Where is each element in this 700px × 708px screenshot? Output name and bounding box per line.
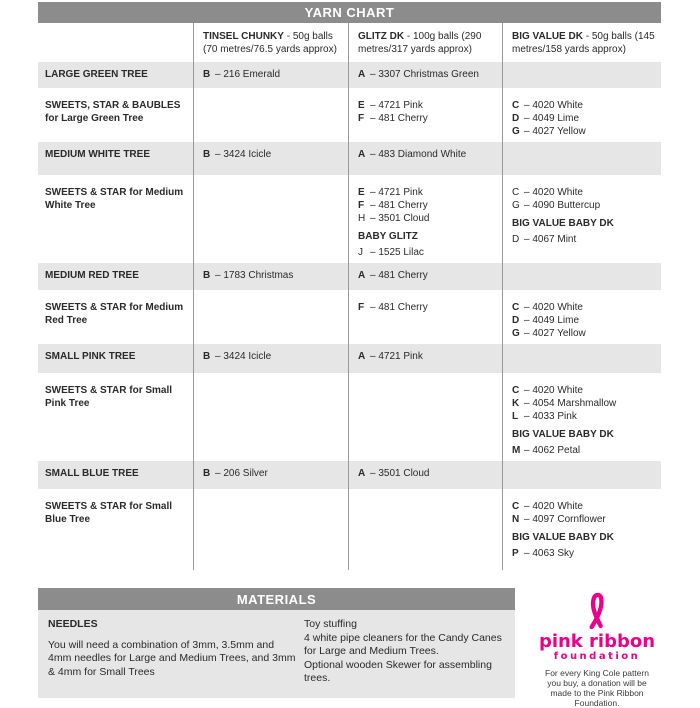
cell-bigvalue: [502, 142, 661, 175]
shade-code: G: [512, 200, 520, 211]
shade-code: F: [358, 302, 365, 313]
row-label: MEDIUM RED TREE: [45, 270, 139, 281]
shade-name: – 1525 Lilac: [370, 247, 424, 258]
yarn-shade-line: [512, 301, 655, 314]
shade-name: – 483 Diamond White: [370, 149, 467, 160]
shade-code: J: [358, 247, 363, 258]
shade-code: N: [512, 514, 520, 525]
row-label: SWEETS & STAR for Small Blue Tree: [45, 501, 173, 525]
materials-line: Optional wooden Skewer for assembling trees.: [304, 658, 492, 684]
cell-glitz: [348, 344, 502, 373]
shade-code: G: [512, 328, 520, 339]
shade-code: C: [512, 385, 520, 396]
pink-ribbon-icon: [587, 591, 607, 631]
shade-name: – 4097 Cornflower: [524, 514, 606, 525]
yarn-shade-line: [358, 212, 496, 225]
cell-tinsel: [193, 88, 348, 142]
yarn-shade-line: [512, 500, 655, 513]
shade-name: – 3501 Cloud: [370, 468, 430, 479]
shade-code: A: [358, 149, 366, 160]
shade-name: – 4067 Mint: [524, 234, 577, 245]
shade-name: – 4020 White: [524, 385, 583, 396]
yarn-shade-line: [203, 350, 342, 363]
shade-name: – 4020 White: [524, 501, 583, 512]
yarn-shade-line: [512, 327, 655, 340]
cell-bigvalue: [502, 344, 661, 373]
table-row-sweets-medium-red: [38, 290, 661, 344]
yarn-shade-line: [358, 186, 496, 199]
yarn-shade-line: [358, 467, 496, 480]
yarn-shade-line: [358, 301, 496, 314]
shade-name: – 4090 Buttercup: [524, 200, 601, 211]
yarn-shade-line: [358, 148, 496, 161]
cell-glitz: [348, 142, 502, 175]
table-row-large-green-tree: [38, 62, 661, 88]
shade-code: C: [512, 501, 520, 512]
cell-bigvalue: [502, 373, 661, 461]
row-label: SWEETS & STAR for Medium White Tree: [45, 187, 184, 211]
shade-name: – 481 Cherry: [370, 200, 428, 211]
shade-code: A: [358, 468, 366, 479]
table-row-sweets-large-green: [38, 88, 661, 142]
yarn-group-subheading: BIG VALUE BABY DK: [512, 429, 614, 440]
shade-code: E: [358, 187, 365, 198]
cell-tinsel: [193, 62, 348, 88]
table-row-sweets-small-pink: [38, 373, 661, 461]
yarn-shade-line: [358, 350, 496, 363]
yarn-shade-line: [512, 513, 655, 526]
shade-code: M: [512, 445, 521, 456]
shade-code: A: [358, 351, 366, 362]
shade-name: – 4027 Yellow: [524, 328, 586, 339]
shade-name: – 3424 Icicle: [215, 351, 272, 362]
table-row-medium-red-tree: [38, 263, 661, 290]
yarn-shade-line: [512, 233, 655, 246]
row-label: MEDIUM WHITE TREE: [45, 149, 150, 160]
cell-tinsel: [193, 263, 348, 290]
logo-foundation-text: foundation: [553, 651, 641, 662]
yarn-brand-desc: - 50g balls (70 metres/76.5 yards approx): [203, 31, 337, 55]
shade-code: F: [358, 113, 365, 124]
cell-glitz: [348, 175, 502, 263]
yarn-shade-line: [512, 410, 655, 423]
shade-name: – 4054 Marshmallow: [524, 398, 617, 409]
yarn-shade-line: [203, 269, 342, 282]
shade-name: – 4020 White: [524, 100, 583, 111]
shade-name: – 206 Silver: [215, 468, 268, 479]
cell-glitz: [348, 489, 502, 570]
materials-line: Toy stuffing: [304, 618, 357, 630]
shade-code: B: [203, 149, 211, 160]
shade-code: A: [358, 270, 366, 281]
row-label: SMALL BLUE TREE: [45, 468, 139, 479]
shade-code: B: [203, 69, 211, 80]
needles-heading: NEEDLES: [48, 618, 98, 630]
yarn-chart-title: YARN CHART: [304, 5, 395, 20]
yarn-chart-title-bar: [38, 2, 661, 23]
table-row-medium-white-tree: [38, 142, 661, 175]
shade-name: – 4721 Pink: [370, 187, 423, 198]
cell-bigvalue: [502, 88, 661, 142]
yarn-shade-line: [512, 112, 655, 125]
pink-ribbon-foundation-logo: [536, 588, 658, 708]
cell-bigvalue: [502, 263, 661, 290]
shade-name: – 481 Cherry: [370, 302, 428, 313]
yarn-group-subheading: BIG VALUE BABY DK: [512, 218, 614, 229]
yarn-shade-line: [512, 384, 655, 397]
table-row-sweets-small-blue: [38, 489, 661, 570]
shade-name: – 4049 Lime: [524, 315, 580, 326]
materials-title-bar: [38, 588, 515, 610]
header-tinsel-chunky: [193, 23, 348, 62]
materials-line: 4 white pipe cleaners for the Candy Canes for Large and Medium Trees.: [304, 631, 502, 657]
yarn-chart-table: [38, 2, 661, 570]
shade-name: – 3501 Cloud: [370, 213, 430, 224]
shade-code: B: [203, 270, 211, 281]
cell-tinsel: [193, 175, 348, 263]
cell-bigvalue: [502, 461, 661, 489]
yarn-shade-line: [512, 125, 655, 138]
yarn-shade-line: [512, 397, 655, 410]
cell-bigvalue: [502, 175, 661, 263]
table-row-sweets-medium-white: [38, 175, 661, 263]
shade-name: – 4027 Yellow: [524, 126, 586, 137]
yarn-shade-line: [512, 314, 655, 327]
yarn-shade-line: [512, 444, 655, 457]
header-big-value-dk: [502, 23, 661, 62]
yarn-brand-desc: - 50g balls (145 metres/158 yards approx): [512, 31, 655, 55]
row-label: SMALL PINK TREE: [45, 351, 136, 362]
cell-glitz: [348, 290, 502, 344]
table-row-small-pink-tree: [38, 344, 661, 373]
yarn-shade-line: [358, 269, 496, 282]
shade-name: – 4033 Pink: [524, 411, 577, 422]
shade-name: – 4721 Pink: [370, 100, 423, 111]
yarn-shade-line: [512, 99, 655, 112]
cell-glitz: [348, 263, 502, 290]
yarn-shade-line: [203, 68, 342, 81]
shade-code: F: [358, 200, 365, 211]
yarn-brand-name: BIG VALUE DK: [512, 31, 583, 42]
row-label: LARGE GREEN TREE: [45, 69, 148, 80]
yarn-shade-line: [512, 199, 655, 212]
shade-code: P: [512, 548, 519, 559]
yarn-shade-line: [203, 148, 342, 161]
shade-code: E: [358, 100, 365, 111]
cell-tinsel: [193, 344, 348, 373]
cell-glitz: [348, 62, 502, 88]
cell-tinsel: [193, 290, 348, 344]
shade-name: – 216 Emerald: [215, 69, 281, 80]
header-glitz-dk: [348, 23, 502, 62]
cell-tinsel: [193, 461, 348, 489]
shade-code: G: [512, 126, 520, 137]
shade-name: – 481 Cherry: [370, 270, 428, 281]
row-label: SWEETS, STAR & BAUBLES for Large Green Tree: [45, 100, 181, 124]
shade-name: – 481 Cherry: [370, 113, 428, 124]
shade-code: C: [512, 302, 520, 313]
yarn-group-subheading: BABY GLITZ: [358, 231, 418, 242]
shade-name: – 4020 White: [524, 187, 583, 198]
table-row-small-blue-tree: [38, 461, 661, 489]
shade-name: – 4063 Sky: [524, 548, 575, 559]
materials-other-column: [304, 618, 505, 686]
yarn-shade-line: [358, 199, 496, 212]
shade-name: – 3307 Christmas Green: [370, 69, 479, 80]
materials-section: [38, 588, 515, 698]
shade-code: C: [512, 100, 520, 111]
shade-code: L: [512, 411, 519, 422]
yarn-shade-line: [358, 99, 496, 112]
materials-needles-column: [48, 618, 296, 686]
shade-name: – 3424 Icicle: [215, 149, 272, 160]
row-label: SWEETS & STAR for Small Pink Tree: [45, 385, 173, 409]
shade-code: D: [512, 113, 520, 124]
shade-code: A: [358, 69, 366, 80]
yarn-shade-line: [512, 547, 655, 560]
shade-code: D: [512, 234, 520, 245]
yarn-shade-line: [203, 467, 342, 480]
yarn-shade-line: [512, 186, 655, 199]
shade-name: – 4049 Lime: [524, 113, 580, 124]
cell-tinsel: [193, 489, 348, 570]
cell-bigvalue: [502, 290, 661, 344]
shade-name: – 4721 Pink: [370, 351, 423, 362]
table-header-row: [38, 23, 661, 62]
yarn-group-subheading: BIG VALUE BABY DK: [512, 532, 614, 543]
shade-code: B: [203, 468, 211, 479]
shade-name: – 4062 Petal: [524, 445, 581, 456]
yarn-shade-line: [358, 112, 496, 125]
cell-tinsel: [193, 373, 348, 461]
shade-code: D: [512, 315, 520, 326]
cell-glitz: [348, 461, 502, 489]
shade-code: H: [358, 213, 366, 224]
cell-tinsel: [193, 142, 348, 175]
cell-glitz: [348, 373, 502, 461]
cell-glitz: [348, 88, 502, 142]
yarn-brand-name: GLITZ DK: [358, 31, 405, 42]
needles-text: You will need a combination of 3mm, 3.5mm and 4mm needles for Large and Medium Trees, and 3mm & 4mm for Small Trees: [48, 638, 296, 678]
yarn-shade-line: [358, 246, 496, 259]
shade-name: – 1783 Christmas: [215, 270, 294, 281]
yarn-brand-desc: - 100g balls (290 metres/317 yards approx): [358, 31, 482, 55]
shade-code: C: [512, 187, 520, 198]
logo-brand-text: pink ribbon: [538, 631, 656, 652]
materials-body: [38, 610, 515, 698]
shade-code: K: [512, 398, 520, 409]
yarn-shade-line: [358, 68, 496, 81]
header-empty-cell: [38, 23, 193, 62]
yarn-brand-name: TINSEL CHUNKY: [203, 31, 284, 42]
cell-bigvalue: [502, 489, 661, 570]
shade-name: – 4020 White: [524, 302, 583, 313]
row-label: SWEETS & STAR for Medium Red Tree: [45, 302, 184, 326]
cell-bigvalue: [502, 62, 661, 88]
shade-code: B: [203, 351, 211, 362]
logo-tagline: For every King Cole pattern you buy, a donation will be made to the Pink Ribbon Foundation.: [545, 668, 649, 708]
materials-title: MATERIALS: [236, 591, 317, 607]
